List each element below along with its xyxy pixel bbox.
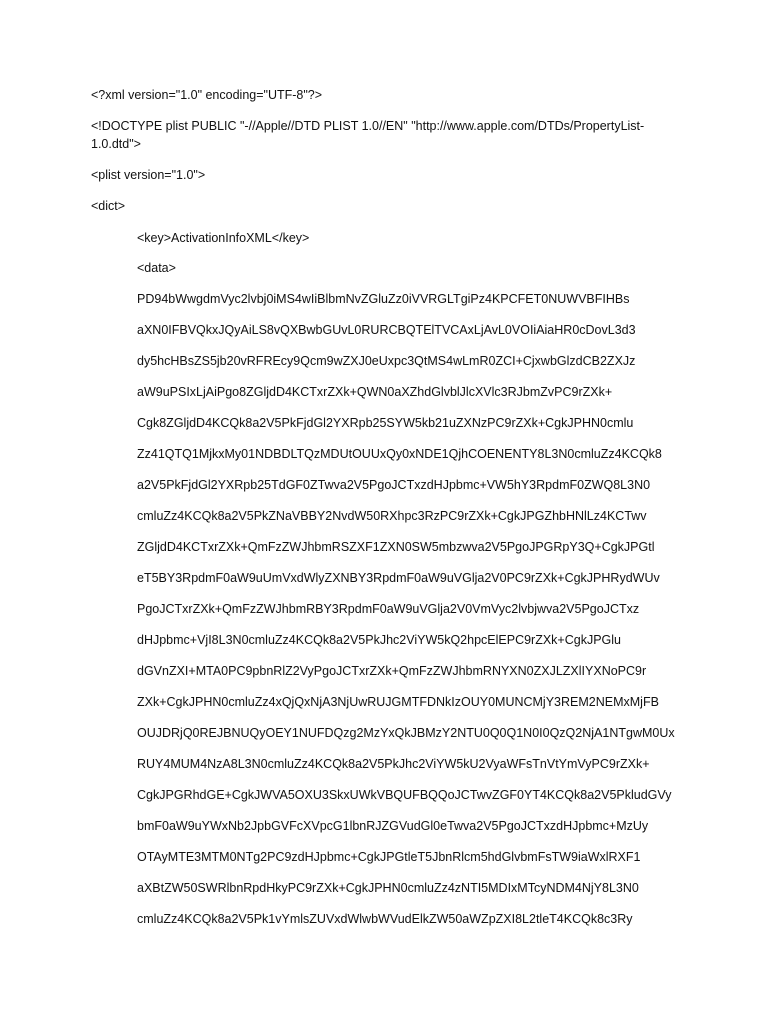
plist-open-line: <plist version="1.0">	[91, 168, 206, 182]
data-line: OUJDRjQ0REJBNUQyOEY1NUFDQzg2MzYxQkJBMzY2NTU0Q0Q1N0I0QzQ2NjA1NTgwM0Ux	[137, 726, 675, 740]
data-line: PgoJCTxrZXk+QmFzZWJhbmRBY3RpdmF0aW9uVGlja2V0VmVyc2lvbjwva2V5PgoJCTxz	[137, 602, 640, 616]
data-line: Cgk8ZGljdD4KCQk8a2V5PkFjdGl2YXRpb25SYW5kb21uZXNzPC9rZXk+CgkJPHN0cmlu	[137, 416, 634, 430]
data-line: a2V5PkFjdGl2YXRpb25TdGF0ZTwva2V5PgoJCTxzdHJpbmc+VW5hY3RpdmF0ZWQ8L3N0	[137, 478, 651, 492]
doctype-line: <!DOCTYPE plist PUBLIC "-//Apple//DTD PLIST 1.0//EN" "http://www.apple.com/DTDs/PropertyList-1.0.dtd">	[91, 119, 645, 151]
data-line: Zz41QTQ1MjkxMy01NDBDLTQzMDUtOUUxQy0xNDE1QjhCOENENTY8L3N0cmluZz4KCQk8	[137, 447, 662, 461]
data-line: aXN0IFBVQkxJQyAiLS8vQXBwbGUvL0RURCBQTElTVCAxLjAvL0VOIiAiaHR0cDovL3d3	[137, 323, 636, 337]
data-line: ZGljdD4KCTxrZXk+QmFzZWJhbmRSZXF1ZXN0SW5mbzwva2V5PgoJPGRpY3Q+CgkJPGtl	[137, 540, 655, 554]
data-line: ZXk+CgkJPHN0cmluZz4xQjQxNjA3NjUwRUJGMTFDNkIzOUY0MUNCMjY3REM2NEMxMjFB	[137, 695, 659, 709]
data-line: dHJpbmc+VjI8L3N0cmluZz4KCQk8a2V5PkJhc2ViYW5kQ2hpcElEPC9rZXk+CgkJPGlu	[137, 633, 621, 647]
data-line: dGVnZXI+MTA0PC9pbnRlZ2VyPgoJCTxrZXk+QmFzZWJhbmRNYXN0ZXJLZXlIYXNoPC9r	[137, 664, 647, 678]
data-line: RUY4MUM4NzA8L3N0cmluZz4KCQk8a2V5PkJhc2ViYW5kU2VyaWFsTnVtYmVyPC9rZXk+	[137, 757, 650, 771]
data-line: bmF0aW9uYWxNb2JpbGVFcXVpcG1lbnRJZGVudGl0eTwva2V5PgoJCTxzdHJpbmc+MzUy	[137, 819, 649, 833]
data-line: cmluZz4KCQk8a2V5PkZNaVBBY2NvdW50RXhpc3RzPC9rZXk+CgkJPGZhbHNlLz4KCTwv	[137, 509, 647, 523]
data-open-line: <data>	[137, 261, 176, 275]
data-line: dy5hcHBsZS5jb20vRFREcy9Qcm9wZXJ0eUxpc3QtMS4wLmR0ZCI+CjxwbGlzdCB2ZXJz	[137, 354, 636, 368]
dict-open-line: <dict>	[91, 199, 126, 213]
data-line: PD94bWwgdmVyc2lvbj0iMS4wIiBlbmNvZGluZz0iVVRGLTgiPz4KPCFET0NUWVBFIHBs	[137, 292, 630, 306]
data-line: OTAyMTE3MTM0NTg2PC9zdHJpbmc+CgkJPGtleT5JbnRlcm5hdGlvbmFsTW9iaWxlRXF1	[137, 850, 641, 864]
data-line: cmluZz4KCQk8a2V5Pk1vYmlsZUVxdWlwbWVudElkZW50aWZpZXI8L2tleT4KCQk8c3Ry	[137, 912, 633, 926]
key-line: <key>ActivationInfoXML</key>	[137, 231, 310, 245]
data-line: aW9uPSIxLjAiPgo8ZGljdD4KCTxrZXk+QWN0aXZhdGlvblJlcXVlc3RJbmZvPC9rZXk+	[137, 385, 613, 399]
xml-declaration-line: <?xml version="1.0" encoding="UTF-8"?>	[91, 88, 323, 102]
data-line: aXBtZW50SWRlbnRpdHkyPC9rZXk+CgkJPHN0cmluZz4zNTI5MDIxMTcyNDM4NjY8L3N0	[137, 881, 639, 895]
data-line: CgkJPGRhdGE+CgkJWVA5OXU3SkxUWkVBQUFBQQoJCTwvZGF0YT4KCQk8a2V5PkludGVy	[137, 788, 672, 802]
data-line: eT5BY3RpdmF0aW9uUmVxdWlyZXNBY3RpdmF0aW9uVGlja2V0PC9rZXk+CgkJPHRydWUv	[137, 571, 660, 585]
